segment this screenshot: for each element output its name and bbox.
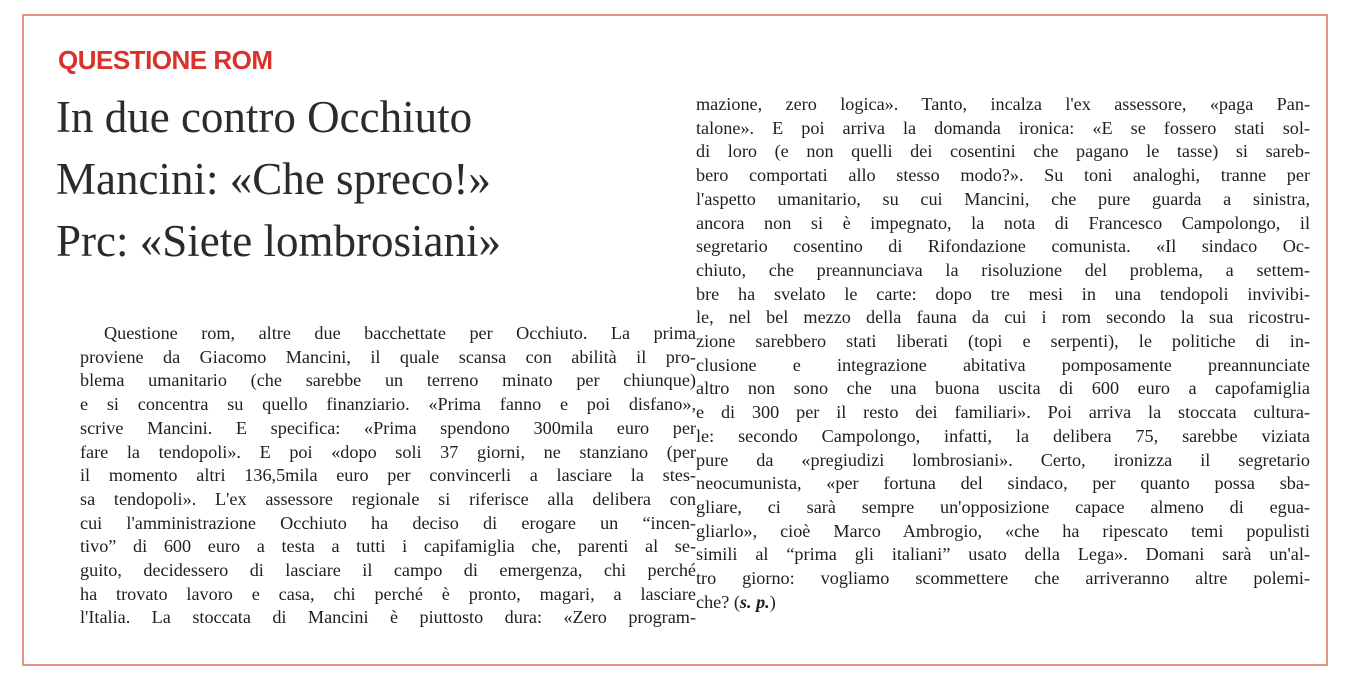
body-column-left xyxy=(80,322,696,630)
section-kicker: QUESTIONE ROM xyxy=(58,45,273,75)
body-line: ha trovato lavoro e casa, chi perché è pronto, magari, a lasciare xyxy=(80,583,696,604)
article-frame xyxy=(22,14,1328,666)
body-line: e di 300 per il resto dei familiari». Poi arriva la stoccata cultura- xyxy=(696,402,1310,423)
body-line: di loro (e non quelli dei cosentini che pagano le tasse) si sareb- xyxy=(696,141,1310,162)
body-line: l'Italia. La stoccata di Mancini è piuttosto dura: «Zero program- xyxy=(80,607,696,628)
body-line: talone». E poi arriva la domanda ironica: «E se fossero stati sol- xyxy=(696,117,1310,138)
body-line: tivo” di 600 euro a testa a tutti i capifamiglia che, parenti al se- xyxy=(80,536,696,557)
body-line: ancora non si è impegnato, la nota di Francesco Campolongo, il xyxy=(696,212,1310,233)
body-column-right xyxy=(696,93,1310,614)
author-signature: s. p. xyxy=(739,591,770,612)
body-line: scrive Mancini. E specifica: «Prima spendono 300mila euro per xyxy=(80,417,696,438)
final-line-close: ) xyxy=(769,591,776,612)
body-line: pure da «pregiudizi lombrosiani». Certo, ironizza il segretario xyxy=(696,449,1310,470)
body-line: zione sarebbero stati liberati (topi e serpenti), le politiche di in- xyxy=(696,331,1310,352)
final-line-text: che? ( xyxy=(696,591,740,612)
body-line: proviene da Giacomo Mancini, il quale scansa con abilità il pro- xyxy=(80,346,696,367)
body-line: blema umanitario (che sarebbe un terreno minato per chiunque) xyxy=(80,370,696,391)
body-line: gliare, ci sarà sempre un'opposizione capace almeno di egua- xyxy=(696,496,1310,517)
body-line: segretario cosentino di Rifondazione comunista. «Il sindaco Oc- xyxy=(696,236,1310,257)
body-line: altro non sono che una buona uscita di 600 euro a capofamiglia xyxy=(696,378,1310,399)
body-line-final xyxy=(696,591,1310,615)
headline xyxy=(56,86,696,272)
body-line: le: secondo Campolongo, infatti, la delibera 75, sarebbe viziata xyxy=(696,425,1310,446)
body-line: mazione, zero logica». Tanto, incalza l'ex assessore, «paga Pan- xyxy=(696,94,1310,114)
body-line: sa tendopoli». L'ex assessore regionale si riferisce alla delibera con xyxy=(80,488,696,509)
body-line: le, nel bel mezzo della fauna da cui i rom secondo la sua ricostru- xyxy=(696,307,1310,328)
body-line: bre ha svelato le carte: dopo tre mesi in una tendopoli invivibi- xyxy=(696,283,1310,304)
headline-line: Mancini: «Che spreco!» xyxy=(56,154,491,204)
body-line: Questione rom, altre due bacchettate per Occhiuto. La prima xyxy=(104,323,696,343)
body-line: simili al “prima gli italiani” usato della Lega». Domani sarà un'al- xyxy=(696,544,1310,565)
body-line: l'aspetto umanitario, su cui Mancini, che pure guarda a sinistra, xyxy=(696,188,1310,209)
body-line: tro giorno: vogliamo scommettere che arriveranno altre polemi- xyxy=(696,568,1310,589)
body-line: bero comportati allo stesso modo?». Su toni analoghi, tranne per xyxy=(696,165,1310,186)
body-line: fare la tendopoli». E poi «dopo soli 37 giorni, ne stanziano (per xyxy=(80,441,696,462)
body-line: guito, decidessero di lasciare il campo di emergenza, chi perché xyxy=(80,560,696,581)
body-line: cui l'amministrazione Occhiuto ha deciso di erogare un “incen- xyxy=(80,512,696,533)
headline-line: In due contro Occhiuto xyxy=(56,92,473,142)
body-line: e si concentra su quello finanziario. «Prima fanno e poi disfano», xyxy=(80,394,696,415)
body-line: clusione e integrazione abitativa pomposamente preannunciate xyxy=(696,354,1310,375)
body-line: gliarlo», cioè Marco Ambrogio, «che ha ripescato temi populisti xyxy=(696,520,1310,541)
body-line: il momento altri 136,5mila euro per convincerli a lasciare la stes- xyxy=(80,465,696,486)
body-line: chiuto, che preannunciava la risoluzione del problema, a settem- xyxy=(696,259,1310,280)
headline-line: Prc: «Siete lombrosiani» xyxy=(56,216,501,266)
body-line: neocumunista, «per fortuna del sindaco, per quanto possa sba- xyxy=(696,473,1310,494)
